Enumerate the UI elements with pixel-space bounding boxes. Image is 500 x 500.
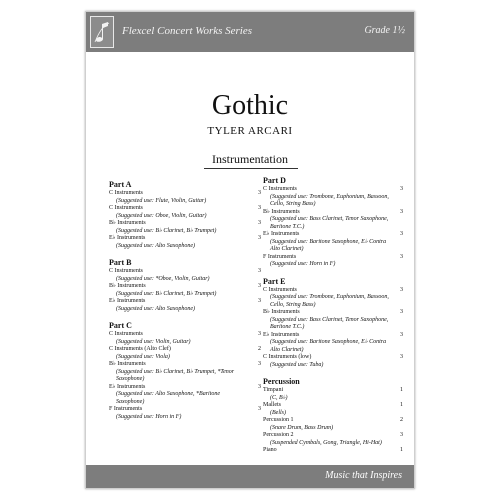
instrument-name: Piano <box>263 447 277 453</box>
part-title: Part A <box>109 180 132 189</box>
instrument-entry <box>263 432 403 447</box>
bottom-banner <box>86 465 414 488</box>
instrument-entry <box>263 254 403 269</box>
suggested-use-note: (Suggested use: Trombone, Euphonium, Bassoon, Cello, String Bass) <box>270 193 389 207</box>
part-count: 1 <box>400 447 403 453</box>
instrument-entry <box>109 346 261 361</box>
part-title: Part E <box>263 276 286 286</box>
suggested-use-note: (Suggested use: Horn in F) <box>270 261 336 267</box>
score-cover-page <box>85 11 415 489</box>
instrument-name: F Instruments <box>263 253 297 260</box>
instrument-name: Percussion 2 <box>263 432 294 438</box>
suggested-use-note: (Suggested use: Baritone Saxophone, E♭ Contra Alto Clarinet) <box>270 339 387 353</box>
instrument-name: E♭ Instruments <box>109 235 146 241</box>
instrument-name: C Instruments <box>263 186 297 192</box>
heading-underline <box>204 168 298 169</box>
part-count: 3 <box>258 205 261 211</box>
instrument-entry <box>109 331 261 346</box>
instrument-entry <box>263 354 403 369</box>
instrumentation-heading: Instrumentation <box>212 152 288 166</box>
left-column <box>109 180 261 429</box>
instrument-name: C Instruments (Alto Clef) <box>109 346 171 352</box>
suggested-use-note: (Suspended Cymbals, Gong, Triangle, Hi-Hat) <box>270 439 382 446</box>
part-count: 3 <box>258 283 261 289</box>
instrument-name: B♭ Instruments <box>109 220 146 226</box>
instrument-name: C Instruments <box>109 205 143 211</box>
part-count: 3 <box>400 432 403 438</box>
instrument-entry <box>109 268 261 283</box>
series-name: Flexcel Concert Works Series <box>122 25 253 37</box>
instrument-part-section <box>109 258 261 313</box>
part-count: 3 <box>400 286 403 293</box>
tagline: Music that Inspires <box>325 470 402 481</box>
right-column <box>263 176 403 463</box>
instrument-part-section <box>109 180 261 250</box>
suggested-use-note: (Suggested use: Bass Clarinet, Tenor Saxophone, Baritone T.C.) <box>270 216 389 230</box>
part-count: 3 <box>258 235 261 241</box>
part-count: 3 <box>400 253 403 260</box>
instrument-entry <box>109 190 261 205</box>
instrument-part-section <box>263 176 403 269</box>
instrument-entry <box>263 332 403 355</box>
part-count: 3 <box>258 220 261 226</box>
instrument-entry <box>263 186 403 209</box>
piece-title: Gothic <box>211 90 289 121</box>
instrument-part-section <box>263 277 403 370</box>
grade-level: Grade 1½ <box>364 25 405 36</box>
instrument-name: B♭ Instruments <box>109 283 146 289</box>
instrument-entry <box>109 235 261 250</box>
suggested-use-note: (Suggested use: Flute, Violin, Guitar) <box>116 197 207 204</box>
suggested-use-note: (Suggested use: Oboe, Violin, Guitar) <box>116 212 207 219</box>
instrument-part-section <box>109 321 261 421</box>
part-count: 3 <box>400 354 403 360</box>
part-count: 3 <box>400 208 403 215</box>
suggested-use-note: (Suggested use: Tuba) <box>270 361 324 368</box>
instrument-entry <box>263 447 403 455</box>
suggested-use-note: (Bells) <box>270 409 286 416</box>
suggested-use-note: (Suggested use: Viola) <box>116 353 170 360</box>
instrument-name: E♭ Instruments <box>263 231 300 237</box>
suggested-use-note: (C, B♭) <box>270 394 288 401</box>
instrument-name: B♭ Instruments <box>109 361 146 367</box>
instrument-entry <box>263 402 403 417</box>
part-count: 3 <box>258 331 261 337</box>
instrument-entry <box>263 231 403 254</box>
part-title: Percussion <box>263 377 300 386</box>
part-count: 3 <box>258 361 261 367</box>
instrument-name: E♭ Instruments <box>263 331 300 338</box>
instrument-part-section <box>263 377 403 455</box>
instrument-name: C Instruments <box>109 331 143 337</box>
part-count: 1 <box>400 387 403 393</box>
suggested-use-note: (Suggested use: Horn in F) <box>116 413 182 420</box>
suggested-use-note: (Suggested use: Alto Saxophone) <box>116 242 196 249</box>
instrument-entry <box>109 298 261 313</box>
instrument-name: Timpani <box>263 387 284 393</box>
instrument-entry <box>109 384 261 407</box>
instrument-entry <box>263 387 403 402</box>
instrument-name: C Instruments <box>109 268 143 274</box>
instrument-entry <box>263 309 403 332</box>
part-count: 3 <box>258 406 261 412</box>
suggested-use-note: (Suggested use: Violin, Guitar) <box>116 338 191 345</box>
instrument-entry <box>263 287 403 310</box>
instrument-name: B♭ Instruments <box>263 309 300 315</box>
composer-name: TYLER ARCARI <box>207 125 293 137</box>
suggested-use-note: (Suggested use: Alto Saxophone, *Baritone Saxophone) <box>116 391 221 405</box>
part-title: Part C <box>109 321 132 330</box>
suggested-use-note: (Suggested use: Bass Clarinet, Tenor Saxophone, Baritone T.C.) <box>270 316 389 330</box>
suggested-use-note: (Suggested use: B♭ Clarinet, B♭ Trumpet) <box>116 227 217 234</box>
instrument-entry <box>109 205 261 220</box>
part-count: 3 <box>258 190 261 196</box>
instrument-name: C Instruments <box>109 190 143 196</box>
instrument-entry <box>109 406 261 421</box>
suggested-use-note: (Suggested use: Baritone Saxophone, E♭ Contra Alto Clarinet) <box>270 238 387 252</box>
top-banner <box>86 12 414 52</box>
part-count: 2 <box>400 417 403 423</box>
part-count: 1 <box>400 402 403 408</box>
instrument-name: C Instruments (low) <box>263 354 312 360</box>
part-count: 3 <box>258 268 261 274</box>
suggested-use-note: (Suggested use: Alto Saxophone) <box>116 305 196 312</box>
suggested-use-note: (Snare Drum, Bass Drum) <box>270 424 334 431</box>
part-count: 3 <box>400 186 403 192</box>
instrument-name: C Instruments <box>263 286 297 293</box>
instrument-entry <box>109 361 261 384</box>
suggested-use-note: (Suggested use: Trombone, Euphonium, Bassoon, Cello, String Bass) <box>270 294 389 308</box>
instrument-entry <box>109 283 261 298</box>
music-note-logo-icon <box>90 16 114 48</box>
suggested-use-note: (Suggested use: *Oboe, Violin, Guitar) <box>116 275 210 282</box>
suggested-use-note: (Suggested use: B♭ Clarinet, B♭ Trumpet) <box>116 290 217 297</box>
part-title: Part B <box>109 258 132 267</box>
part-count: 3 <box>258 383 261 390</box>
instrument-name: B♭ Instruments <box>263 208 300 215</box>
part-count: 3 <box>258 298 261 304</box>
instrument-entry <box>263 417 403 432</box>
part-count: 2 <box>258 346 261 352</box>
instrument-name: E♭ Instruments <box>109 298 146 304</box>
instrument-entry <box>263 209 403 232</box>
part-count: 3 <box>400 231 403 237</box>
instrument-name: E♭ Instruments <box>109 383 146 390</box>
part-title: Part D <box>263 176 286 185</box>
instrument-name: F Instruments <box>109 406 143 412</box>
suggested-use-note: (Suggested use: B♭ Clarinet, B♭ Trumpet, *Tenor Saxophone) <box>116 368 235 382</box>
part-count: 3 <box>400 309 403 315</box>
instrument-name: Mallets <box>263 402 281 408</box>
part-count: 3 <box>400 331 403 338</box>
instrument-name: Percussion 1 <box>263 417 294 423</box>
instrument-entry <box>109 220 261 235</box>
